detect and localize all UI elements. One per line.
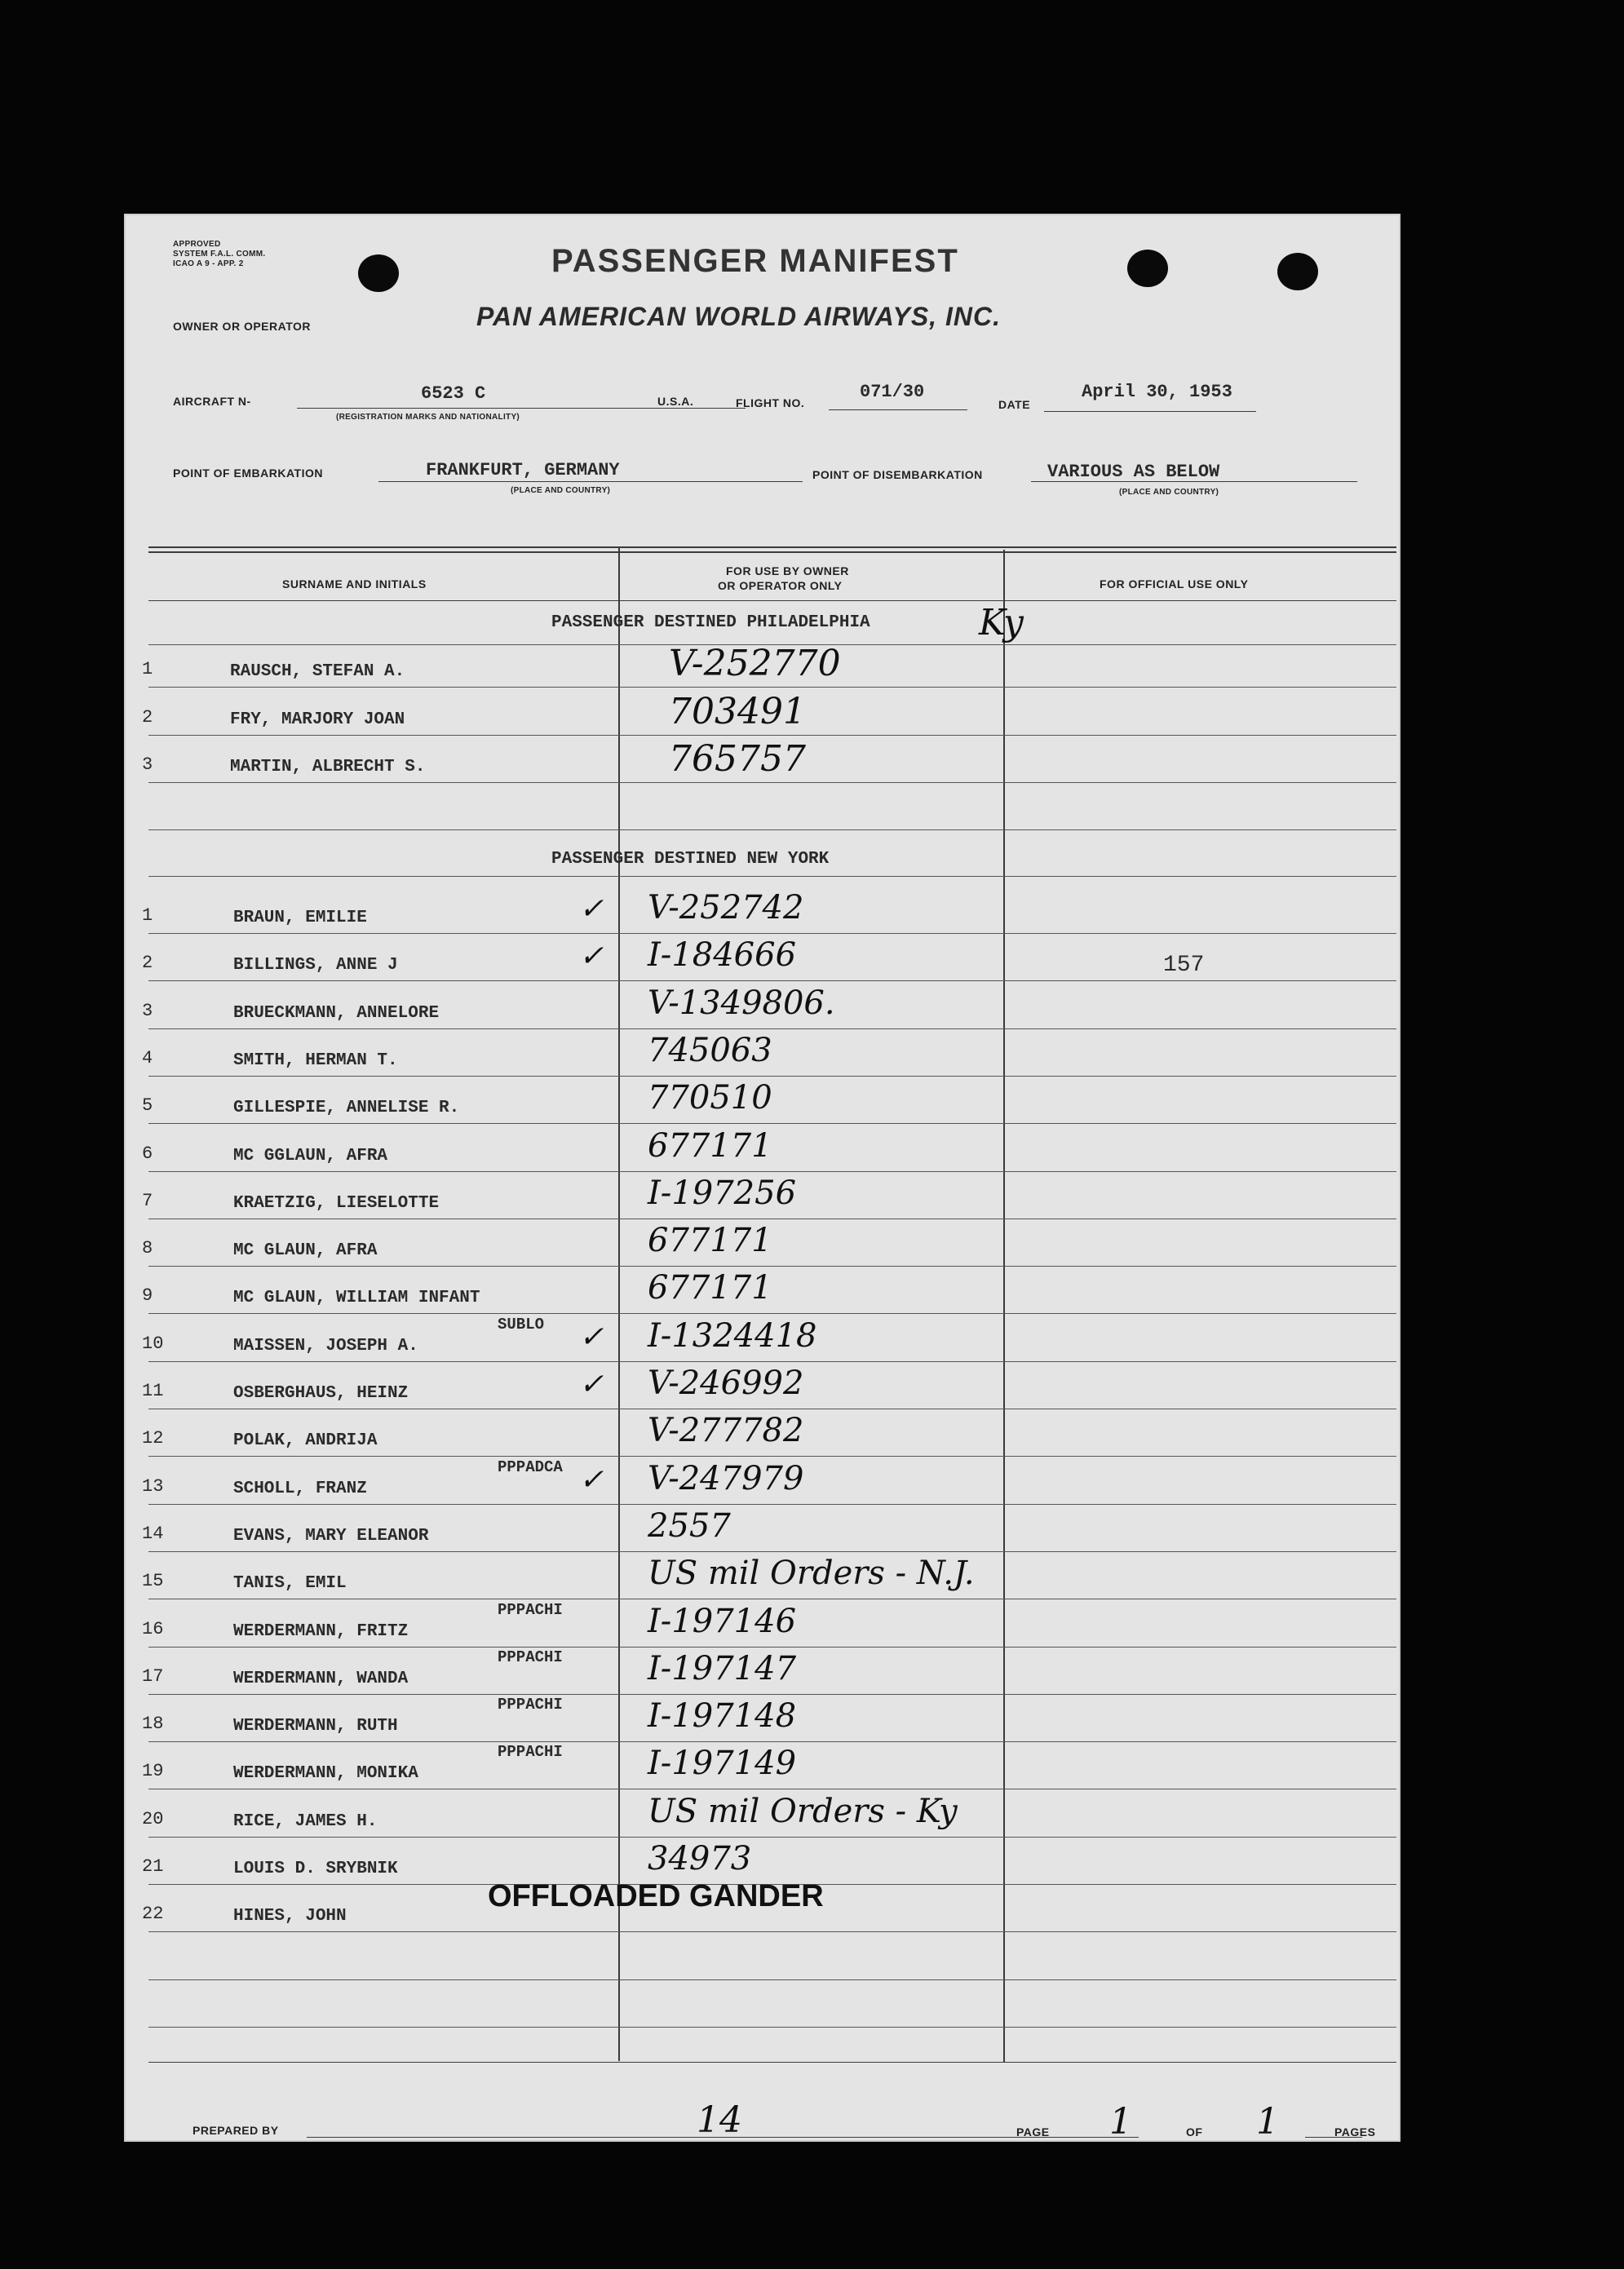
punch-hole	[1127, 250, 1168, 287]
registration-note: (REGISTRATION MARKS AND NATIONALITY)	[336, 413, 520, 422]
row-number: 9	[142, 1285, 153, 1307]
passport-number: 2557	[648, 1506, 731, 1545]
prepared-by-value: 14	[697, 2099, 742, 2141]
routing-code: PPPACHI	[498, 1743, 563, 1762]
punch-hole	[1277, 253, 1318, 290]
passenger-name: RAUSCH, STEFAN A.	[230, 662, 405, 682]
passenger-name: MC GLAUN, AFRA	[233, 1241, 378, 1261]
passport-number: 677171	[648, 1126, 772, 1165]
embarkation-label: POINT OF EMBARKATION	[173, 467, 323, 480]
punch-hole	[358, 254, 399, 292]
row-number: 1	[142, 905, 153, 926]
passport-number: US mil Orders - Ky	[648, 1792, 958, 1830]
row-rule	[148, 1837, 1396, 1838]
passenger-name: OSBERGHAUS, HEINZ	[233, 1384, 409, 1403]
row-rule	[148, 1266, 1396, 1267]
passenger-name: WERDERMANN, FRITZ	[233, 1621, 409, 1641]
passport-number: 745063	[648, 1031, 772, 1069]
passport-number: V-252770	[669, 643, 841, 685]
row-rule	[148, 980, 1396, 981]
row-rule	[148, 1076, 1396, 1077]
disembarkation-label: POINT OF DISEMBARKATION	[812, 468, 983, 481]
passport-number: V-252742	[648, 889, 804, 927]
official-column-header: FOR OFFICIAL USE ONLY	[1100, 577, 1249, 590]
row-number: 3	[142, 754, 153, 775]
passenger-name: POLAK, ANDRIJA	[233, 1431, 378, 1451]
passport-number: I-197147	[648, 1649, 797, 1687]
row-number: 2	[142, 706, 153, 728]
row-rule	[148, 1361, 1396, 1362]
passenger-name: RICE, JAMES H.	[233, 1811, 378, 1831]
approval-line: APPROVED	[173, 240, 221, 249]
passport-number: I-197148	[648, 1697, 797, 1736]
row-number: 13	[142, 1475, 164, 1497]
page-title: PASSENGER MANIFEST	[551, 243, 959, 279]
routing-code: PPPADCA	[498, 1457, 563, 1476]
passport-number: I-197256	[648, 1174, 797, 1212]
row-rule	[148, 1694, 1396, 1695]
approval-line: ICAO A 9 - APP. 2	[173, 259, 244, 268]
row-number: 16	[142, 1618, 164, 1639]
owner-label: OWNER OR OPERATOR	[173, 320, 311, 333]
row-number: 21	[142, 1856, 164, 1877]
flight-label: FLIGHT NO.	[736, 396, 805, 409]
operator-name: PAN AMERICAN WORLD AIRWAYS, INC.	[476, 302, 1001, 331]
row-number: 12	[142, 1428, 164, 1449]
row-rule	[148, 687, 1396, 688]
row-number: 6	[142, 1143, 153, 1164]
passport-number: V-246992	[648, 1364, 804, 1402]
pages-value: 1	[1256, 2101, 1279, 2143]
passenger-name: GILLESPIE, ANNELISE R.	[233, 1099, 460, 1118]
page-label: PAGE	[1016, 2125, 1050, 2139]
date-value: April 30, 1953	[1082, 382, 1232, 402]
passenger-name: MC GGLAUN, AFRA	[233, 1146, 388, 1165]
check-mark: ✓	[579, 1320, 604, 1354]
row-rule	[148, 829, 1396, 830]
passport-number: I-184666	[648, 936, 797, 975]
row-rule	[148, 1313, 1396, 1314]
row-rule	[148, 1028, 1396, 1029]
place-note: (PLACE AND COUNTRY)	[511, 486, 611, 495]
passenger-name: MAISSEN, JOSEPH A.	[233, 1336, 418, 1356]
prepared-by-label: PREPARED BY	[192, 2124, 279, 2137]
passport-number: US mil Orders - N.J.	[648, 1555, 975, 1593]
passenger-name: HINES, JOHN	[233, 1907, 347, 1926]
passenger-name: LOUIS D. SRYBNIK	[233, 1860, 398, 1878]
row-number: 10	[142, 1333, 164, 1354]
section-heading: PASSENGER DESTINED NEW YORK	[551, 850, 830, 869]
aircraft-label: AIRCRAFT N-	[173, 395, 251, 408]
check-mark: ✓	[579, 940, 604, 974]
passport-number: I-1324418	[648, 1316, 817, 1355]
passenger-name: WERDERMANN, WANDA	[233, 1669, 409, 1688]
row-rule	[148, 1741, 1396, 1742]
owner-column-header: OR OPERATOR ONLY	[718, 579, 843, 592]
offloaded-stamp: OFFLOADED GANDER	[488, 1879, 824, 1913]
nationality: U.S.A.	[657, 395, 694, 408]
row-number: 2	[142, 953, 153, 974]
surname-column-header: SURNAME AND INITIALS	[282, 577, 427, 590]
row-rule	[148, 1647, 1396, 1648]
passenger-name: BRUECKMANN, ANNELORE	[233, 1003, 440, 1023]
passenger-name: WERDERMANN, MONIKA	[233, 1764, 418, 1784]
official-value: 157	[1163, 953, 1205, 979]
row-number: 19	[142, 1761, 164, 1782]
passenger-name: BILLINGS, ANNE J	[233, 956, 398, 975]
passport-number: 677171	[648, 1269, 772, 1307]
passenger-name: BRAUN, EMILIE	[233, 909, 367, 927]
check-mark: ✓	[579, 892, 604, 926]
page-value: 1	[1109, 2101, 1132, 2143]
of-label: OF	[1186, 2125, 1203, 2139]
section-heading: PASSENGER DESTINED PHILADELPHIA	[551, 613, 870, 632]
row-rule	[148, 1979, 1396, 1980]
place-note: (PLACE AND COUNTRY)	[1119, 488, 1219, 497]
row-rule	[148, 1551, 1396, 1552]
passenger-name: SCHOLL, FRANZ	[233, 1479, 367, 1498]
date-label: DATE	[998, 398, 1031, 411]
row-rule	[148, 876, 1396, 877]
row-rule	[148, 1456, 1396, 1457]
passenger-name: EVANS, MARY ELEANOR	[233, 1526, 429, 1546]
passport-number: I-197146	[648, 1602, 797, 1640]
row-number: 20	[142, 1808, 164, 1829]
passport-number: 765757	[669, 737, 806, 780]
row-rule	[148, 1931, 1396, 1932]
row-rule	[148, 933, 1396, 934]
passport-number: 703491	[669, 690, 806, 732]
row-number: 3	[142, 1000, 153, 1021]
row-number: 8	[142, 1238, 153, 1259]
row-number: 5	[142, 1095, 153, 1117]
row-number: 11	[142, 1381, 164, 1401]
passenger-name: FRY, MARJORY JOAN	[230, 710, 405, 729]
manifest-sheet	[124, 214, 1401, 2142]
disembarkation-value: VARIOUS AS BELOW	[1047, 462, 1220, 482]
row-number: 18	[142, 1714, 164, 1735]
passport-number: 677171	[648, 1222, 772, 1260]
routing-code: PPPACHI	[498, 1696, 563, 1714]
aircraft-value: 6523 C	[421, 383, 486, 404]
row-number: 4	[142, 1047, 153, 1068]
approval-line: SYSTEM F.A.L. COMM.	[173, 250, 266, 259]
passenger-name: MC GLAUN, WILLIAM INFANT	[233, 1289, 480, 1308]
check-mark: ✓	[579, 1368, 604, 1401]
row-rule	[148, 1171, 1396, 1172]
routing-code: SUBLO	[498, 1315, 545, 1334]
passport-number: V-247979	[648, 1459, 804, 1497]
row-number: 1	[142, 659, 153, 680]
row-number: 7	[142, 1190, 153, 1211]
row-number: 17	[142, 1665, 164, 1687]
flight-value: 071/30	[860, 382, 925, 402]
row-rule	[148, 735, 1396, 736]
routing-code: PPPACHI	[498, 1648, 563, 1666]
routing-code: PPPACHI	[498, 1600, 563, 1619]
passenger-name: KRAETZIG, LIESELOTTE	[233, 1193, 440, 1213]
row-number: 15	[142, 1571, 164, 1592]
row-rule	[148, 782, 1396, 783]
passport-number: V-277782	[648, 1412, 804, 1450]
passport-number: I-197149	[648, 1745, 797, 1783]
row-rule	[148, 1504, 1396, 1505]
row-rule	[148, 1123, 1396, 1124]
row-number: 14	[142, 1523, 164, 1544]
pages-label: PAGES	[1334, 2125, 1376, 2139]
owner-column-header: FOR USE BY OWNER	[726, 564, 849, 577]
passenger-name: TANIS, EMIL	[233, 1574, 347, 1594]
embarkation-value: FRANKFURT, GERMANY	[426, 460, 620, 480]
passport-number: V-1349806.	[648, 984, 835, 1022]
check-mark: ✓	[579, 1462, 604, 1497]
row-rule	[148, 2027, 1396, 2028]
passport-number: 34973	[648, 1840, 752, 1878]
passenger-name: MARTIN, ALBRECHT S.	[230, 757, 426, 776]
passport-number: 770510	[648, 1079, 772, 1117]
passenger-name: SMITH, HERMAN T.	[233, 1050, 398, 1070]
row-number: 22	[142, 1904, 164, 1925]
section-heading-note: Ky	[979, 602, 1024, 644]
passenger-name: WERDERMANN, RUTH	[233, 1717, 398, 1736]
